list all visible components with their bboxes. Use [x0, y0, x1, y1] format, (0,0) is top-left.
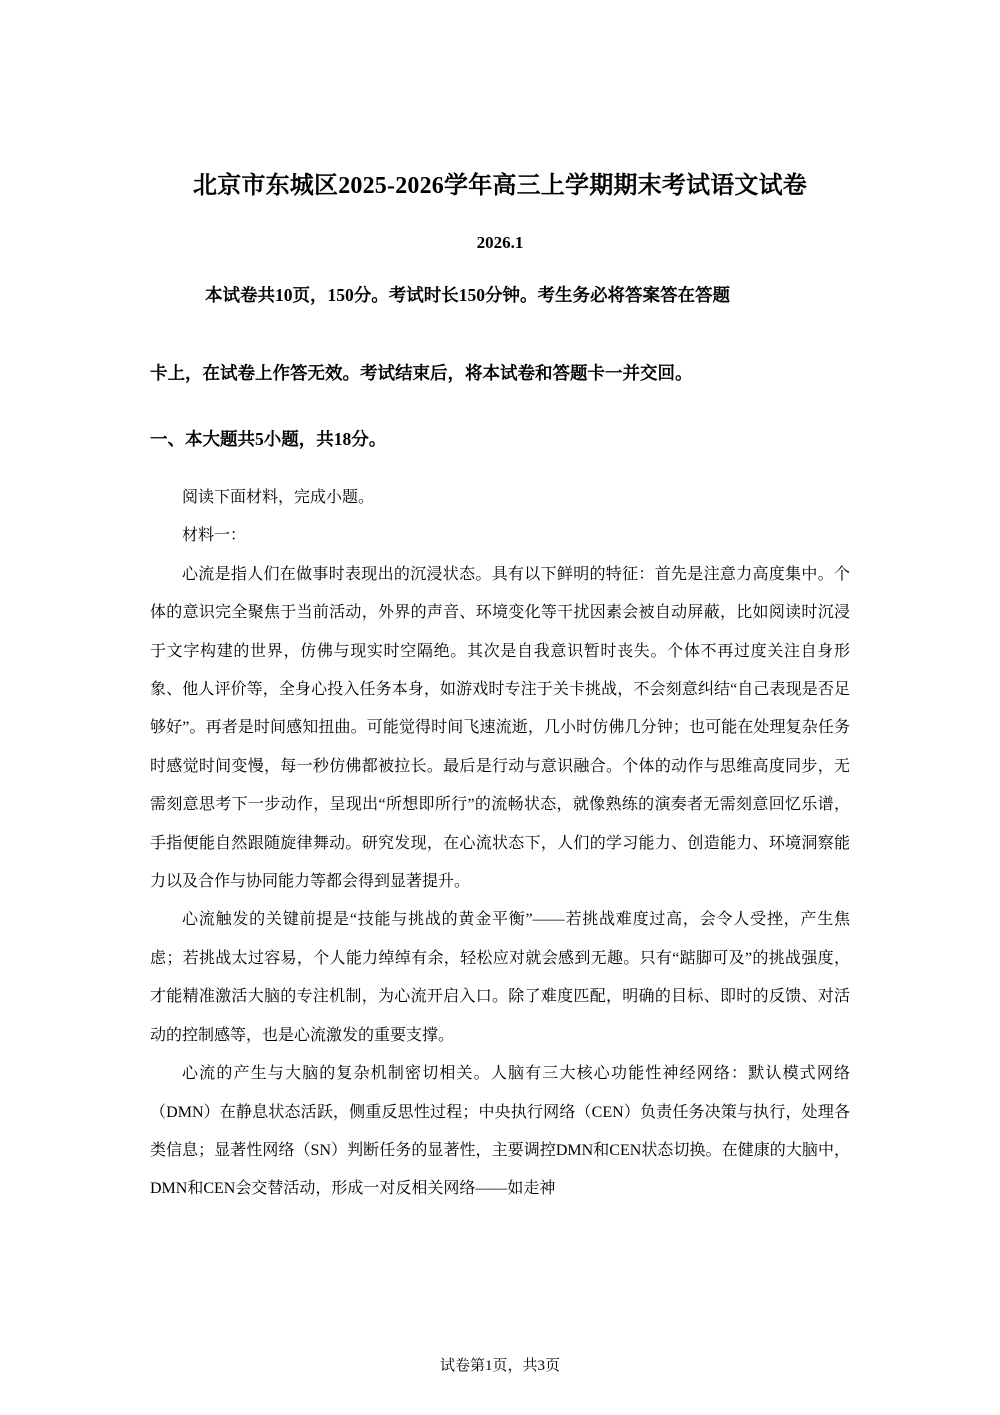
exam-title: 北京市东城区2025-2026学年高三上学期期末考试语文试卷	[193, 173, 807, 199]
notice-line-1: 本试卷共10页，150分。考试时长150分钟。考生务必将答案答在答题	[205, 285, 730, 305]
section-heading: 一、本大题共5小题，共18分。	[150, 429, 387, 449]
reading-material	[150, 479, 850, 1209]
paragraph-material-label: 材料一：	[182, 527, 247, 545]
paragraph-instruction: 阅读下面材料，完成小题。	[182, 489, 375, 506]
exam-page	[150, 0, 850, 1415]
page-footer: 试卷第1页，共3页	[439, 1358, 560, 1374]
paragraph-body: 心流是指人们在做事时表现出的沉浸状态。具有以下鲜明的特征：首先是注意力高度集中。个体的意识完全聚焦于当前活动，外界的声音、环境变化等干扰因素会被自动屏蔽，比如阅读时沉浸于文字构建的世界，仿佛与现实时空隔绝。其次是自我意识暂时丧失。个体不再过度关注自身形象、他人评价等，全身心投入任务本身，如游戏时专注于关卡挑战，不会刻意纠结“自己表现是否足够好”。再者是时间感知扭曲。可能觉得时间飞速流逝，几小时仿佛几分钟；也可能在处理复杂任务时感觉时间变慢，每一秒仿佛都被拉长。最后是行动与意识融合。个体的动作与思维高度同步，无需刻意思考下一步动作，呈现出“所想即所行”的流畅状态，就像熟练的演奏者无需刻意回忆乐谱，手指便能自然跟随旋律舞动。研究发现，在心流状态下，人们的学习能力、创造能力、环境洞察能力以及合作与协同能力等都会得到显著提升。	[150, 565, 850, 891]
notice-line-2: 卡上，在试卷上作答无效。考试结束后，将本试卷和答题卡一并交回。	[150, 363, 693, 383]
paragraph-body: 心流触发的关键前提是“技能与挑战的黄金平衡”——若挑战难度过高，会令人受挫，产生焦虑；若挑战太过容易，个人能力绰绰有余，轻松应对就会感到无趣。只有“踮脚可及”的挑战强度，才能精准激活大脑的专注机制，为心流开启入口。除了难度匹配，明确的目标、即时的反馈、对活动的控制感等，也是心流激发的重要支撑。	[150, 911, 850, 1044]
exam-date: 2026.1	[476, 233, 524, 252]
paragraph-body: 心流的产生与大脑的复杂机制密切相关。人脑有三大核心功能性神经网络：默认模式网络（DMN）在静息状态活跃，侧重反思性过程；中央执行网络（CEN）负责任务决策与执行，处理各类信息；显著性网络（SN）判断任务的显著性，主要调控DMN和CEN状态切换。在健康的大脑中，DMN和CEN会交替活动，形成一对反相关网络——如走神	[150, 1065, 850, 1198]
